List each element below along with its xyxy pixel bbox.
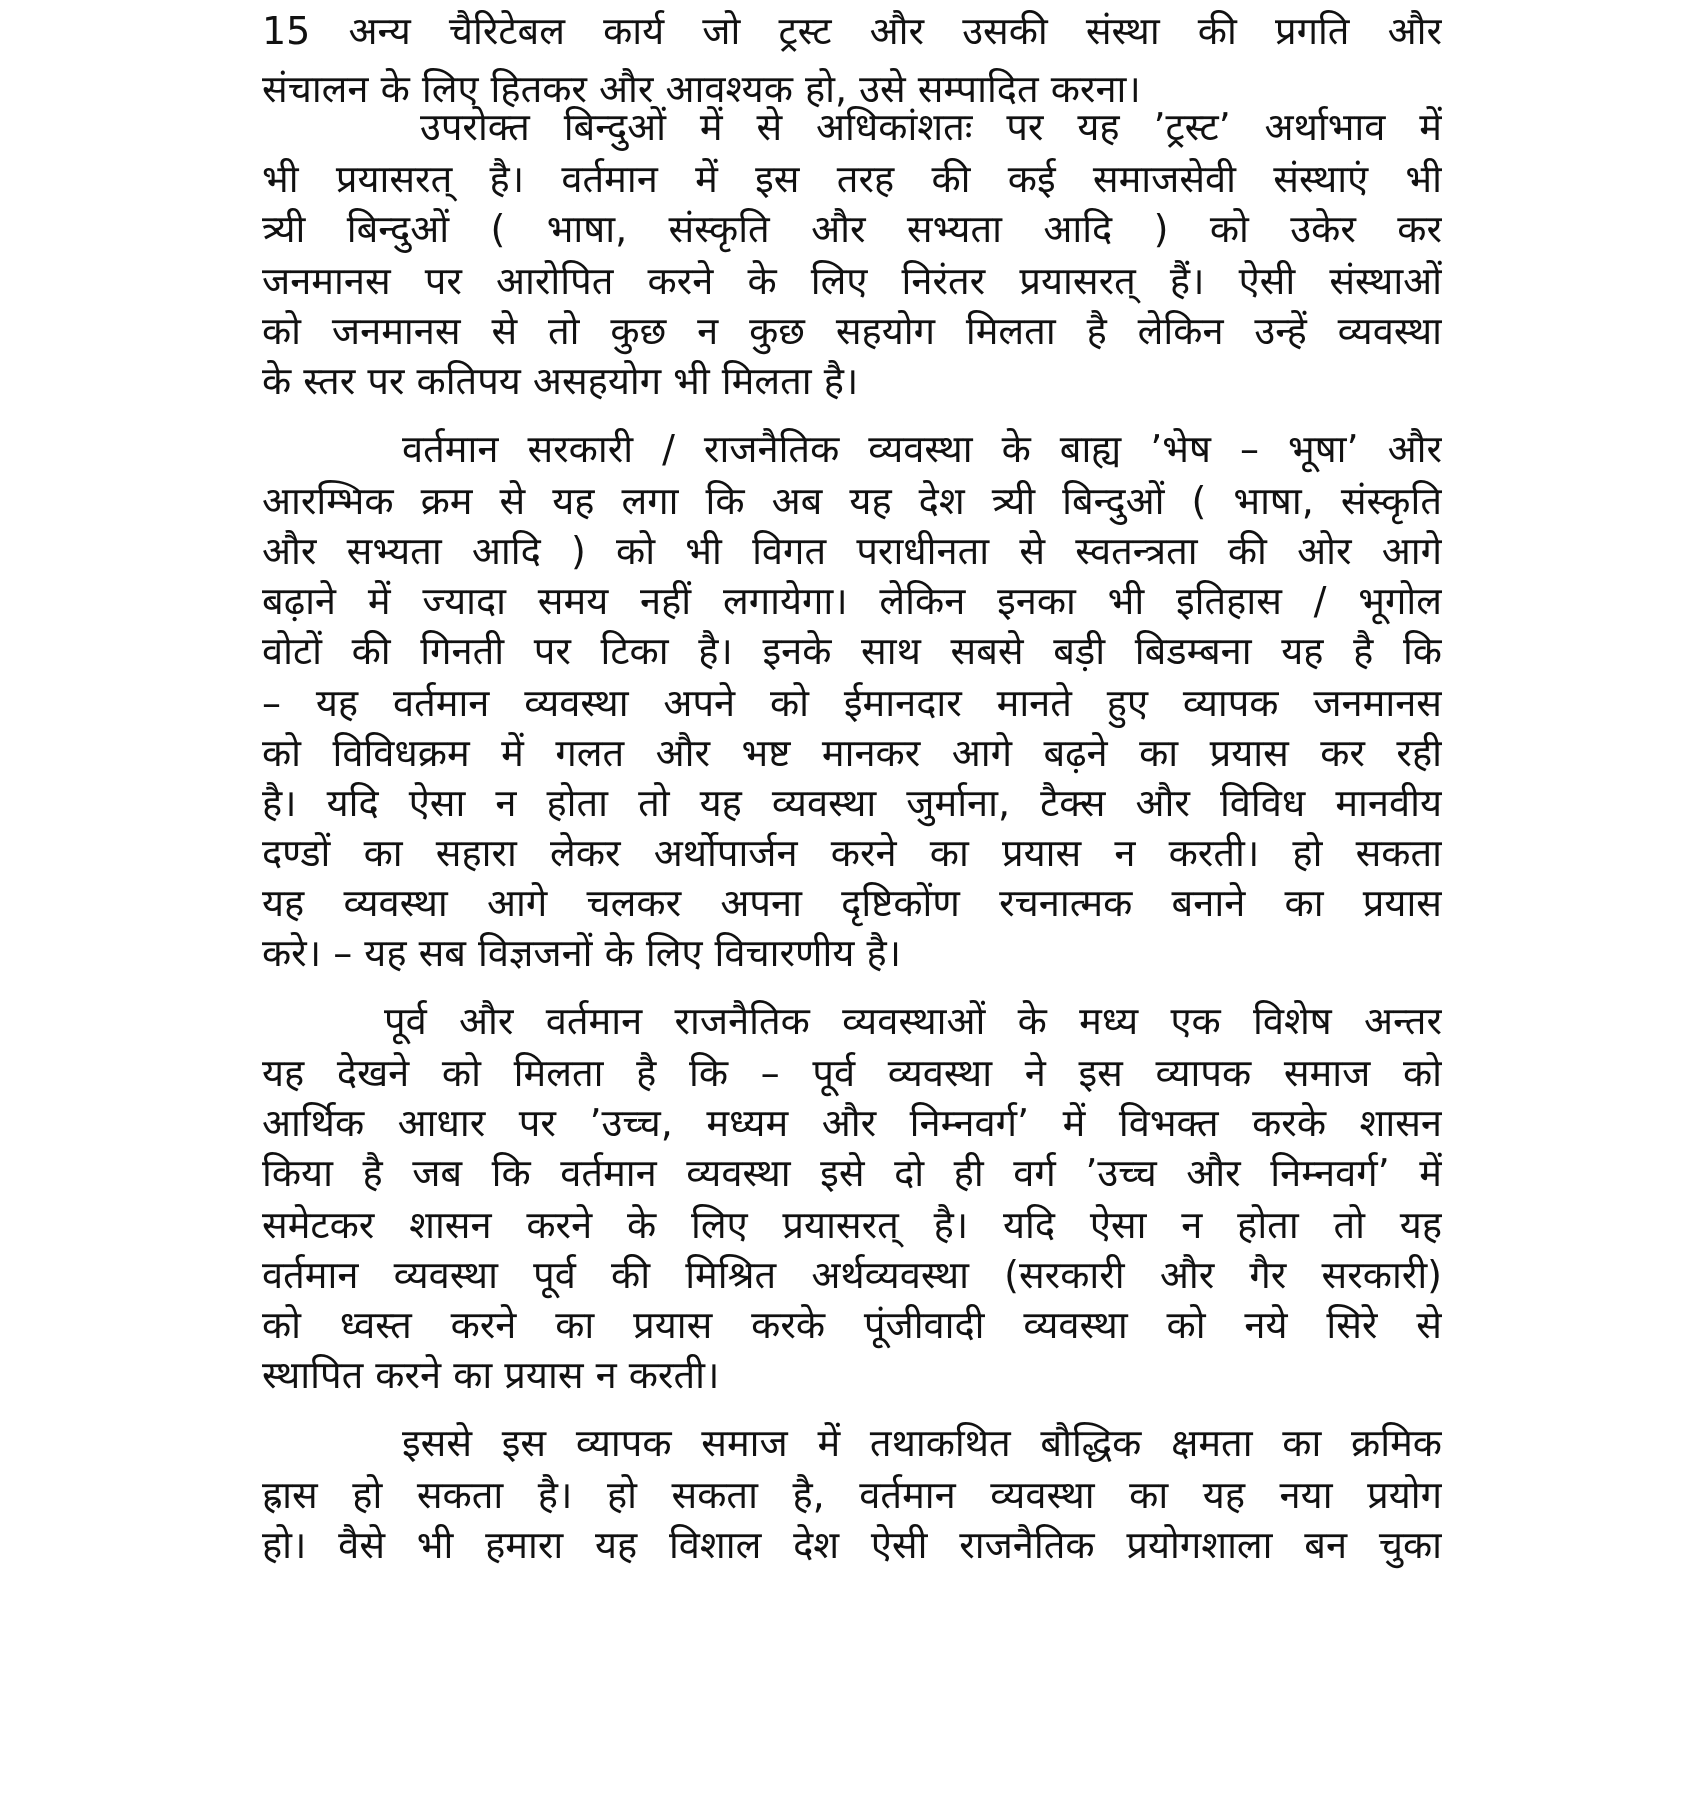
text-line: 15 अन्य चैरिटेबल कार्य जो ट्रस्ट और उसकी संस्था की प्रगति और [262, 9, 1442, 53]
text-line: यह व्यवस्था आगे चलकर अपना दृष्टिकोंण रचनात्मक बनाने का प्रयास [262, 881, 1442, 925]
text-line: भी प्रयासरत् है। वर्तमान में इस तरह की कई समाजसेवी संस्थाएं भी [262, 157, 1442, 201]
text-line: दण्डों का सहारा लेकर अर्थोपार्जन करने का प्रयास न करती। हो सकता [262, 831, 1442, 875]
text-line: वर्तमान सरकारी / राजनैतिक व्यवस्था के बाह्य ’भेष – भूषा’ और [402, 427, 1442, 471]
text-line: है। यदि ऐसा न होता तो यह व्यवस्था जुर्माना, टैक्स और विविध मानवीय [262, 781, 1442, 825]
text-line: को विविधक्रम में गलत और भष्ट मानकर आगे बढ़ने का प्रयास कर रही [262, 731, 1442, 775]
text-line: त्र्यी बिन्दुओं ( भाषा, संस्कृति और सभ्यता आदि ) को उकेर कर [262, 207, 1442, 251]
document-page [262, 0, 1442, 1802]
text-line: करे। – यह सब विज्ञजनों के लिए विचारणीय है। [262, 931, 902, 975]
text-line: किया है जब कि वर्तमान व्यवस्था इसे दो ही वर्ग ’उच्च और निम्नवर्ग’ में [262, 1151, 1442, 1195]
text-line: और सभ्यता आदि ) को भी विगत पराधीनता से स्वतन्त्रता की ओर आगे [262, 529, 1442, 573]
text-line: उपरोक्त बिन्दुओं में से अधिकांशतः पर यह ’ट्रस्ट’ अर्थाभाव में [420, 105, 1442, 149]
text-line: को ध्वस्त करने का प्रयास करके पूंजीवादी व्यवस्था को नये सिरे से [262, 1303, 1442, 1347]
text-line: समेटकर शासन करने के लिए प्रयासरत् है। यदि ऐसा न होता तो यह [262, 1203, 1442, 1247]
text-line: को जनमानस से तो कुछ न कुछ सहयोग मिलता है लेकिन उन्हें व्यवस्था [262, 309, 1442, 353]
text-line: वोटों की गिनती पर टिका है। इनके साथ सबसे बड़ी बिडम्बना यह है कि [262, 629, 1442, 673]
text-line: के स्तर पर कतिपय असहयोग भी मिलता है। [262, 359, 859, 403]
text-line: ह्रास हो सकता है। हो सकता है, वर्तमान व्यवस्था का यह नया प्रयोग [262, 1473, 1442, 1517]
text-line: बढ़ाने में ज्यादा समय नहीं लगायेगा। लेकिन इनका भी इतिहास / भूगोल [262, 579, 1442, 623]
text-line: हो। वैसे भी हमारा यह विशाल देश ऐसी राजनैतिक प्रयोगशाला बन चुका [262, 1523, 1442, 1567]
text-line: आरम्भिक क्रम से यह लगा कि अब यह देश त्र्यी बिन्दुओं ( भाषा, संस्कृति [262, 479, 1442, 523]
text-line: यह देखने को मिलता है कि – पूर्व व्यवस्था ने इस व्यापक समाज को [262, 1051, 1442, 1095]
text-line: स्थापित करने का प्रयास न करती। [262, 1353, 720, 1397]
text-line: – यह वर्तमान व्यवस्था अपने को ईमानदार मानते हुए व्यापक जनमानस [262, 681, 1442, 725]
text-line: वर्तमान व्यवस्था पूर्व की मिश्रित अर्थव्यवस्था (सरकारी और गैर सरकारी) [262, 1253, 1442, 1297]
text-line: संचालन के लिए हितकर और आवश्यक हो, उसे सम्पादित करना। [262, 67, 1141, 111]
text-line: जनमानस पर आरोपित करने के लिए निरंतर प्रयासरत् हैं। ऐसी संस्थाओं [262, 259, 1442, 303]
text-line: पूर्व और वर्तमान राजनैतिक व्यवस्थाओं के मध्य एक विशेष अन्तर [384, 999, 1442, 1043]
text-line: आर्थिक आधार पर ’उच्च, मध्यम और निम्नवर्ग’ में विभक्त करके शासन [262, 1101, 1442, 1145]
text-line: इससे इस व्यापक समाज में तथाकथित बौद्धिक क्षमता का क्रमिक [402, 1421, 1442, 1465]
